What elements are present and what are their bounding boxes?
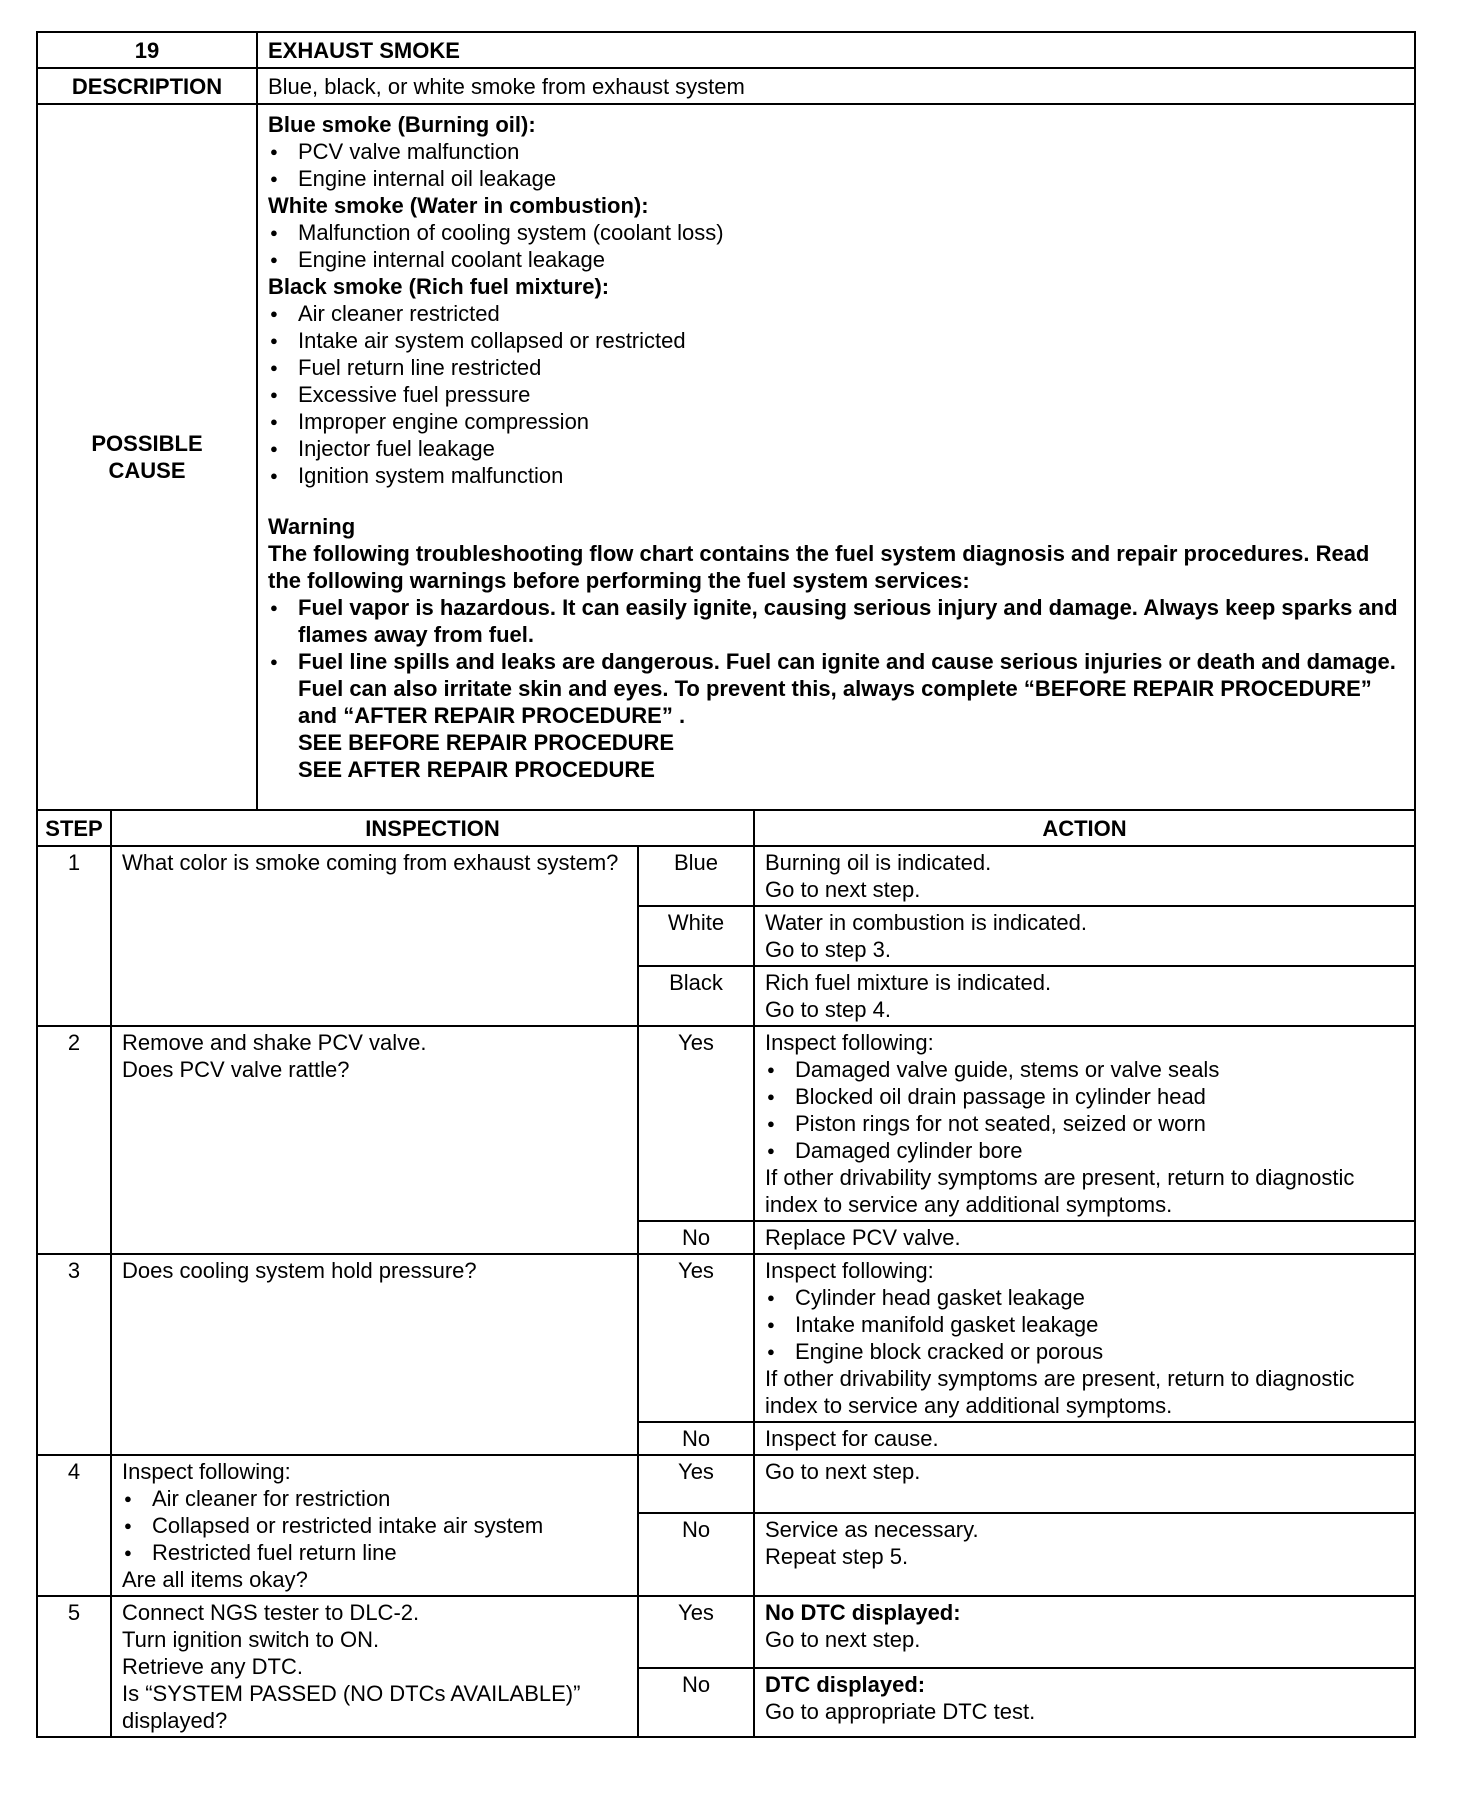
possible-cause-list [257,104,1415,810]
list-item: ● PCV valve malfunction [268,138,1404,165]
diagnostic-sheet [36,31,1416,1738]
answer-cell: No [638,1221,754,1254]
action-cell: Water in combustion is indicated. Go to step 3. [754,906,1415,966]
list-item: ● Excessive fuel pressure [268,381,1404,408]
list-item: ● Blocked oil drain passage in cylinder head [765,1083,1404,1110]
symptom-header-table [36,31,1416,811]
table-row [37,1596,1415,1668]
table-row [37,1254,1415,1422]
list-item: ● Collapsed or restricted intake air system [122,1512,627,1539]
list-item: ● Improper engine compression [268,408,1404,435]
list-item: ● Air cleaner restricted [268,300,1404,327]
list-item: ● Piston rings for not seated, seized or worn [765,1110,1404,1137]
white-smoke-heading: White smoke (Water in combustion): [268,193,649,218]
action-cell: DTC displayed: Go to appropriate DTC test. [754,1668,1415,1737]
step-number: 5 [37,1596,111,1737]
list-item: ● Malfunction of cooling system (coolant loss) [268,219,1404,246]
column-header-step: STEP [37,810,111,846]
list-item: ● Cylinder head gasket leakage [765,1284,1404,1311]
list-item: ● Ignition system malfunction [268,462,1404,489]
column-header-action: ACTION [754,810,1415,846]
action-cell: Inspect following: ● Damaged valve guide, stems or valve seals ● Blocked oil drain passage in cylinder head ● Piston rings for not seated, seized or worn ● Damaged cylinder bore If other drivability symptoms are present, return to diagnostic index to service any additional symptoms. [754,1026,1415,1221]
see-before-repair-link[interactable]: SEE BEFORE REPAIR PROCEDURE [298,730,675,755]
step-inspection: Remove and shake PCV valve. Does PCV valve rattle? [111,1026,638,1254]
answer-cell: No [638,1422,754,1455]
list-item: ● Injector fuel leakage [268,435,1404,462]
step-number: 3 [37,1254,111,1455]
step-inspection: Does cooling system hold pressure? [111,1254,638,1455]
symptom-number: 19 [37,32,257,68]
table-row [37,1455,1415,1513]
column-header-inspection: INSPECTION [111,810,754,846]
inspection-steps-table [36,809,1416,1738]
action-cell: Inspect for cause. [754,1422,1415,1455]
step-inspection: Inspect following: ● Air cleaner for restriction ● Collapsed or restricted intake air system ● Restricted fuel return line Are all items okay? [111,1455,638,1596]
blue-smoke-heading: Blue smoke (Burning oil): [268,112,536,137]
answer-cell: White [638,906,754,966]
list-item: ● Restricted fuel return line [122,1539,627,1566]
action-cell: Service as necessary. Repeat step 5. [754,1513,1415,1596]
action-cell: Rich fuel mixture is indicated. Go to step 4. [754,966,1415,1026]
warning-item: ● Fuel line spills and leaks are dangerous. Fuel can ignite and cause serious injuries or death and damage. Fuel can also irritate skin and eyes. To prevent this, always complete “BEFORE REPAIR PROCEDURE” and “AFTER REPAIR PROCEDURE” . [268,648,1404,729]
action-cell: No DTC displayed: Go to next step. [754,1596,1415,1668]
answer-cell: Yes [638,1026,754,1221]
black-smoke-heading: Black smoke (Rich fuel mixture): [268,274,610,299]
see-after-repair-link[interactable]: SEE AFTER REPAIR PROCEDURE [298,757,655,782]
answer-cell: Yes [638,1596,754,1668]
list-item: ● Engine internal coolant leakage [268,246,1404,273]
symptom-title: EXHAUST SMOKE [257,32,1415,68]
answer-cell: Yes [638,1254,754,1422]
table-row [37,846,1415,906]
action-cell: Inspect following: ● Cylinder head gasket leakage ● Intake manifold gasket leakage ● Engine block cracked or porous If other drivability symptoms are present, return to diagnostic index to service any additional symptoms. [754,1254,1415,1422]
warning-item: ● Fuel vapor is hazardous. It can easily ignite, causing serious injury and damage. Always keep sparks and flames away from fuel. [268,594,1404,648]
answer-cell: No [638,1668,754,1737]
list-item: ● Damaged cylinder bore [765,1137,1404,1164]
warning-title: Warning [268,514,356,539]
list-item: ● Intake manifold gasket leakage [765,1311,1404,1338]
answer-cell: No [638,1513,754,1596]
step-number: 2 [37,1026,111,1254]
table-row [37,1026,1415,1221]
warning-intro: The following troubleshooting flow chart contains the fuel system diagnosis and repair procedures. Read the following warnings before performing the fuel system services: [268,541,1370,593]
answer-cell: Yes [638,1455,754,1513]
action-cell: Go to next step. [754,1455,1415,1513]
list-item: ● Engine block cracked or porous [765,1338,1404,1365]
description-text: Blue, black, or white smoke from exhaust system [257,68,1415,104]
description-label: DESCRIPTION [37,68,257,104]
step-inspection: Connect NGS tester to DLC-2. Turn ignition switch to ON. Retrieve any DTC. Is “SYSTEM PASSED (NO DTCs AVAILABLE)” displayed? [111,1596,638,1737]
possible-cause-label: POSSIBLE CAUSE [37,104,257,810]
action-cell: Burning oil is indicated. Go to next step. [754,846,1415,906]
list-item: ● Fuel return line restricted [268,354,1404,381]
step-inspection: What color is smoke coming from exhaust system? [111,846,638,1026]
step-number: 4 [37,1455,111,1596]
action-cell: Replace PCV valve. [754,1221,1415,1254]
list-item: ● Air cleaner for restriction [122,1485,627,1512]
answer-cell: Blue [638,846,754,906]
list-item: ● Engine internal oil leakage [268,165,1404,192]
step-number: 1 [37,846,111,1026]
answer-cell: Black [638,966,754,1026]
list-item: ● Damaged valve guide, stems or valve seals [765,1056,1404,1083]
list-item: ● Intake air system collapsed or restricted [268,327,1404,354]
